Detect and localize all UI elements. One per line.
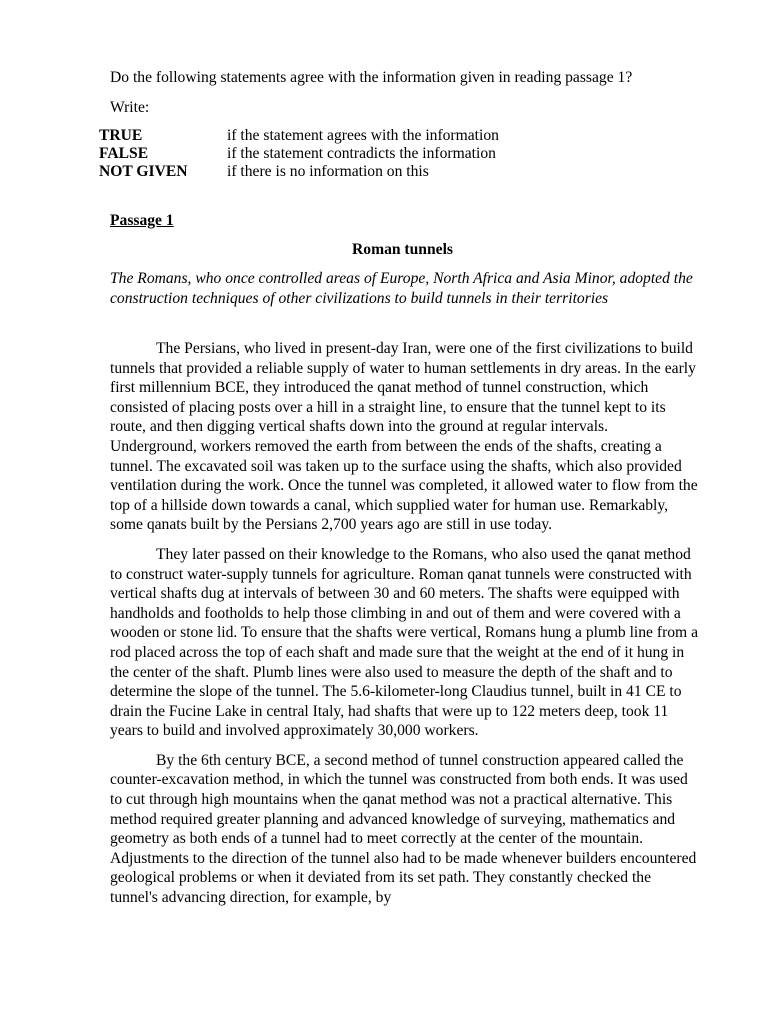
- legend-key: NOT GIVEN: [99, 163, 188, 181]
- legend-key: FALSE: [99, 145, 149, 163]
- legend-row-false: [99, 145, 659, 163]
- legend-row-not-given: [99, 163, 659, 181]
- legend-row-true: [99, 127, 659, 145]
- passage-label: Passage 1: [110, 212, 174, 229]
- answer-legend: [99, 127, 659, 182]
- paragraph-2: They later passed on their knowledge to the Romans, who also used the qanat method to construct water-supply tunnels for agriculture. Roman qanat tunnels were constructed with vertical shafts dug at intervals of between 30 and 60 meters. The shafts were equipped with handholds and footholds to help those climbing in and out of them and were covered with a wooden or stone lid. To ensure that the shafts were vertical, Romans hung a plumb line from a rod placed across the top of each shaft and made sure that the weight at the end of it hung in the center of the shaft. Plumb lines were also used to measure the depth of the shaft and to determine the slope of the tunnel. The 5.6-kilometer-long Claudius tunnel, built in 41 CE to drain the Fucine Lake in central Italy, had shafts that were up to 122 meters deep, took 11 years to build and involved approximately 30,000 workers.: [110, 545, 699, 740]
- legend-description: if the statement contradicts the information: [227, 145, 496, 163]
- paragraph-1: The Persians, who lived in present-day Iran, were one of the first civilizations to build tunnels that provided a reliable supply of water to human settlements in dry areas. In the early first millennium BCE, they introduced the qanat method of tunnel construction, which consisted of placing posts over a hill in a straight line, to ensure that the tunnel kept to its route, and then digging vertical shafts down into the ground at regular intervals. Underground, workers removed the earth from between the ends of the shafts, creating a tunnel. The excavated soil was taken up to the surface using the shafts, which also provided ventilation during the work. Once the tunnel was completed, it allowed water to flow from the top of a hillside down towards a canal, which supplied water for human use. Remarkably, some qanats built by the Persians 2,700 years ago are still in use today.: [110, 340, 698, 534]
- legend-description: if the statement agrees with the information: [227, 127, 499, 144]
- paragraph-3: By the 6th century BCE, a second method of tunnel construction appeared called the counter-excavation method, in which the tunnel was constructed from both ends. It was used to cut through high mountains when the qanat method was not a practical alternative. This method required greater planning and advanced knowledge of surveying, mathematics and geometry as both ends of a tunnel had to meet correctly at the center of the mountain. Adjustments to the direction of the tunnel also had to be made whenever builders encountered geological problems or when it deviated from its set path. They constantly checked the tunnel's advancing direction, for example, by: [110, 751, 697, 907]
- passage-intro: The Romans, who once controlled areas of Europe, North Africa and Asia Minor, adopted the construction techniques of other civilizations to build tunnels in their territories: [110, 270, 693, 307]
- instructions-question: Do the following statements agree with the information given in reading passage 1?: [110, 69, 633, 86]
- legend-description: if there is no information on this: [227, 163, 429, 181]
- passage-body: [110, 339, 698, 918]
- write-label: Write:: [110, 99, 150, 116]
- passage-title: Roman tunnels: [352, 241, 453, 258]
- legend-key: TRUE: [99, 127, 143, 144]
